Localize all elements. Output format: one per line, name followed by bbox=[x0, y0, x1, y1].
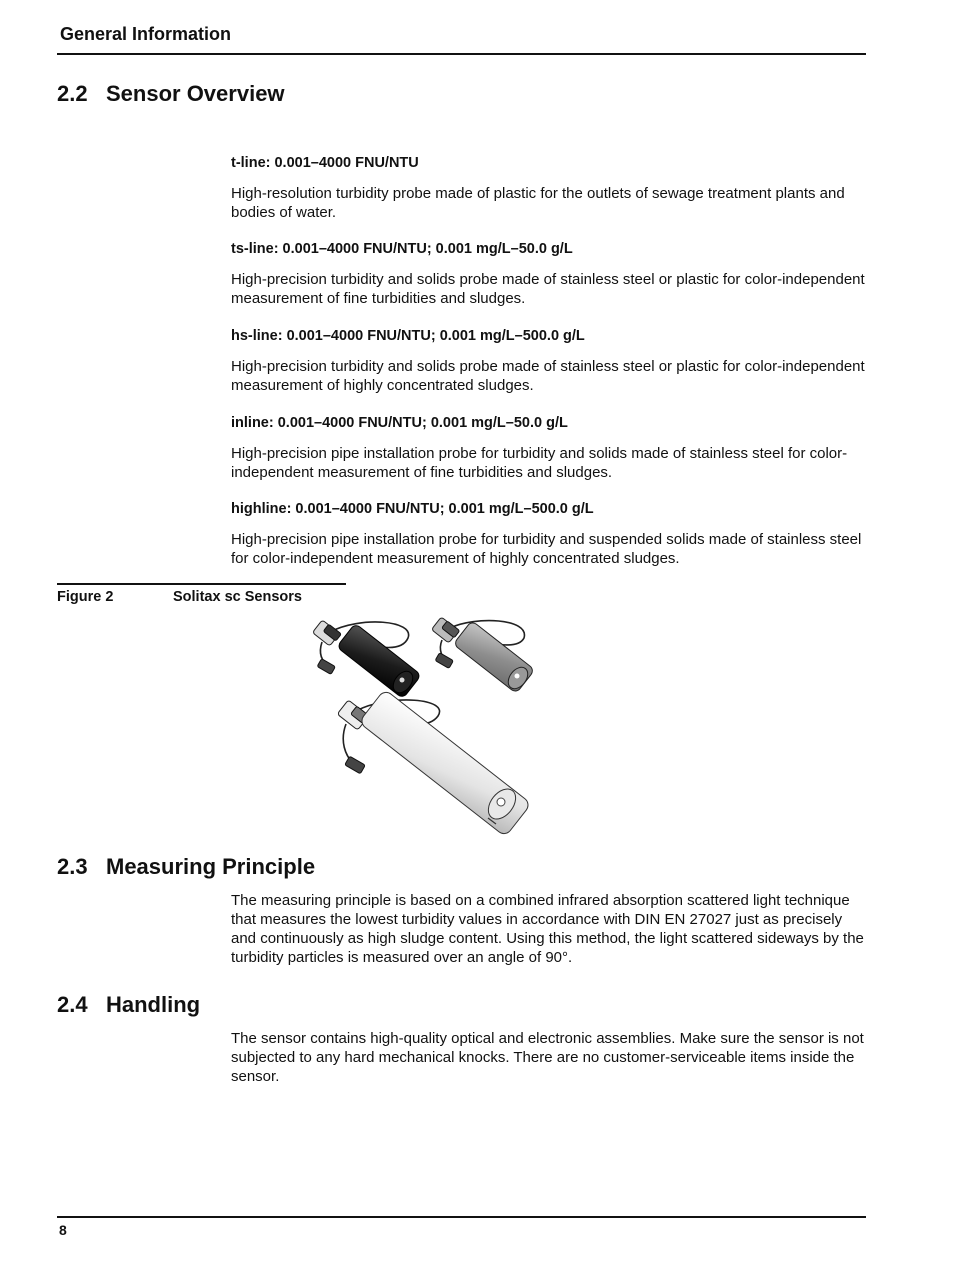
figure-title: Solitax sc Sensors bbox=[173, 589, 302, 605]
section-title: Handling bbox=[106, 992, 201, 1017]
sensor-heading-ts-line: ts-line: 0.001–4000 FNU/NTU; 0.001 mg/L–50.0 g/L bbox=[231, 241, 573, 257]
measuring-principle-text: The measuring principle is based on a combined infrared absorption scattered light technique that measures the lowest turbidity values in accordance with DIN EN 27027 just as precisely and continuously as high sludge content. Using this method, the light scattered sideways by the turbidity particles is measured over an angle of 90°. bbox=[231, 892, 864, 966]
running-header-title: General Information bbox=[60, 24, 232, 44]
section-heading-2-4 bbox=[57, 992, 200, 1018]
sensor-description-t-line: High-resolution turbidity probe made of plastic for the outlets of sewage treatment plants and bodies of water. bbox=[231, 185, 845, 221]
sensor-description-inline: High-precision pipe installation probe for turbidity and solids made of stainless steel for color-independent measurement of fine turbidities and sludges. bbox=[231, 445, 848, 481]
section-number: 2.3 bbox=[57, 854, 88, 879]
sensor-description-highline: High-precision pipe installation probe for turbidity and suspended solids made of stainless steel for color-independent measurement of highly concentrated sludges. bbox=[231, 531, 862, 567]
grey-sensor-probe bbox=[431, 617, 534, 694]
header-rule bbox=[57, 53, 866, 55]
black-sensor-probe bbox=[312, 620, 421, 699]
sensor-heading-hs-line: hs-line: 0.001–4000 FNU/NTU; 0.001 mg/L–500.0 g/L bbox=[231, 328, 585, 344]
sensor-illustration bbox=[300, 612, 540, 837]
section-number: 2.4 bbox=[57, 992, 88, 1017]
footer-rule bbox=[57, 1216, 866, 1218]
handling-text: The sensor contains high-quality optical and electronic assemblies. Make sure the sensor is not subjected to any hard mechanical knocks. There are no customer-serviceable items inside the sensor. bbox=[231, 1030, 864, 1085]
sensor-description-ts-line: High-precision turbidity and solids probe made of stainless steel or plastic for color-independent measurement of fine turbidities and sludges. bbox=[231, 271, 865, 307]
section-heading-2-3 bbox=[57, 854, 315, 880]
figure-number: Figure 2 bbox=[57, 589, 114, 605]
sensor-heading-inline: inline: 0.001–4000 FNU/NTU; 0.001 mg/L–50.0 g/L bbox=[231, 415, 568, 431]
figure-rule bbox=[57, 583, 346, 585]
sensor-heading-t-line: t-line: 0.001–4000 FNU/NTU bbox=[231, 155, 419, 171]
sensor-heading-highline: highline: 0.001–4000 FNU/NTU; 0.001 mg/L–500.0 g/L bbox=[231, 501, 594, 517]
white-sensor-probe bbox=[337, 689, 531, 837]
section-number: 2.2 bbox=[57, 81, 88, 106]
section-title: Sensor Overview bbox=[106, 81, 285, 106]
section-heading-2-2 bbox=[57, 81, 285, 107]
page-number: 8 bbox=[59, 1222, 67, 1238]
section-title: Measuring Principle bbox=[106, 854, 316, 879]
sensor-description-hs-line: High-precision turbidity and solids probe made of stainless steel or plastic for color-independent measurement of highly concentrated sludges. bbox=[231, 358, 865, 394]
